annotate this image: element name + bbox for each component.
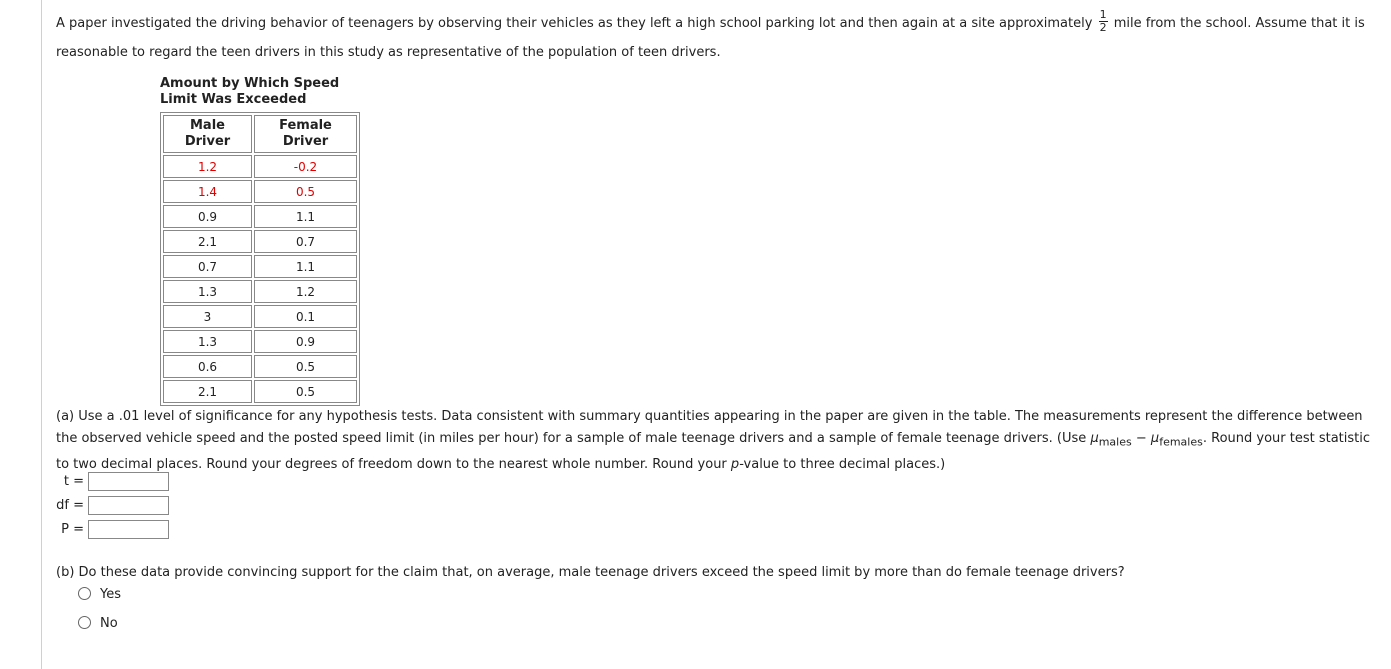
table-row xyxy=(163,305,357,328)
male-cell: 0.9 xyxy=(163,205,252,228)
female-cell: 1.2 xyxy=(254,280,357,303)
male-cell: 2.1 xyxy=(163,230,252,253)
table-row xyxy=(163,255,357,278)
male-cell: 1.4 xyxy=(163,180,252,203)
t-label: t = xyxy=(63,474,84,489)
header-female-driver xyxy=(254,115,357,153)
table-caption-line2: Limit Was Exceeded xyxy=(160,92,307,107)
table-caption-line1: Amount by Which Speed xyxy=(160,76,340,91)
mu-symbol: μ xyxy=(1150,431,1160,446)
male-cell: 0.7 xyxy=(163,255,252,278)
table-row xyxy=(163,330,357,353)
table-row xyxy=(163,380,357,403)
female-cell: 0.1 xyxy=(254,305,357,328)
table-row xyxy=(163,355,357,378)
radio-yes[interactable] xyxy=(78,587,91,600)
p-value-input[interactable] xyxy=(88,520,169,539)
speed-data-table xyxy=(160,112,360,406)
female-cell: 1.1 xyxy=(254,205,357,228)
mu-symbol: μ xyxy=(1090,431,1099,446)
intro-text-after: mile from the school. Assume that it is reasonable to regard the teen drivers in this study as representative of the population of teen drivers. xyxy=(56,16,1365,60)
male-cell: 1.3 xyxy=(163,330,252,353)
fraction-one-half xyxy=(1099,9,1108,34)
table-header-row xyxy=(163,115,357,153)
t-statistic-input[interactable] xyxy=(88,472,169,491)
option-no[interactable] xyxy=(78,616,118,631)
mu-subscript-females: females xyxy=(1159,435,1203,449)
header-female-line2: Driver xyxy=(282,134,329,149)
male-cell: 2.1 xyxy=(163,380,252,403)
male-cell: 0.6 xyxy=(163,355,252,378)
part-b-question: (b) Do these data provide convincing support for the claim that, on average, male teenage drivers exceed the speed limit by more than do female teenage drivers? xyxy=(56,565,1125,580)
female-cell: 1.1 xyxy=(254,255,357,278)
left-border xyxy=(41,0,42,669)
p-italic: p xyxy=(730,456,740,472)
fraction-denominator: 2 xyxy=(1099,21,1107,34)
male-cell: 1.3 xyxy=(163,280,252,303)
female-cell: 0.9 xyxy=(254,330,357,353)
option-yes[interactable] xyxy=(78,587,121,602)
female-cell: -0.2 xyxy=(254,155,357,178)
header-male-line2: Driver xyxy=(184,134,231,149)
option-yes-label: Yes xyxy=(100,587,121,602)
part-a-text3: -value to three decimal places.) xyxy=(739,456,946,472)
table-row xyxy=(163,230,357,253)
part-a-instructions xyxy=(56,406,1381,476)
table-row xyxy=(163,155,357,178)
mu-subscript-males: males xyxy=(1098,435,1132,449)
part-a-text1: (a) Use a .01 level of significance for any hypothesis tests. Data consistent with summary quantities appearing in the paper are given in the table. The measurements represent the difference between the observed vehicle speed and the posted speed limit (in miles per hour) for a sample of male teenage drivers and a sample of female teenage drivers. (Use xyxy=(56,409,1363,446)
df-input[interactable] xyxy=(88,496,169,515)
table-caption xyxy=(160,76,339,108)
header-male-line1: Male xyxy=(190,118,225,133)
part-a-text2: . Round your test statistic to two decimal places. Round your degrees of freedom down to the nearest whole number. Round your xyxy=(56,431,1371,472)
female-cell: 0.5 xyxy=(254,380,357,403)
p-label: P = xyxy=(61,522,84,537)
header-female-line1: Female xyxy=(279,118,332,133)
table-row xyxy=(163,280,357,303)
fraction-numerator: 1 xyxy=(1099,8,1107,21)
option-no-label: No xyxy=(100,616,118,631)
intro-paragraph xyxy=(56,9,1378,67)
female-cell: 0.7 xyxy=(254,230,357,253)
male-cell: 3 xyxy=(163,305,252,328)
male-cell: 1.2 xyxy=(163,155,252,178)
intro-text-before: A paper investigated the driving behavior of teenagers by observing their vehicles as they left a high school parking lot and then again at a site approximately xyxy=(56,16,1093,31)
female-cell: 0.5 xyxy=(254,355,357,378)
table-row xyxy=(163,205,357,228)
df-label: df = xyxy=(56,498,84,513)
header-male-driver xyxy=(163,115,252,153)
radio-no[interactable] xyxy=(78,616,91,629)
table-row xyxy=(163,180,357,203)
female-cell: 0.5 xyxy=(254,180,357,203)
minus-sign: − xyxy=(1135,431,1147,446)
